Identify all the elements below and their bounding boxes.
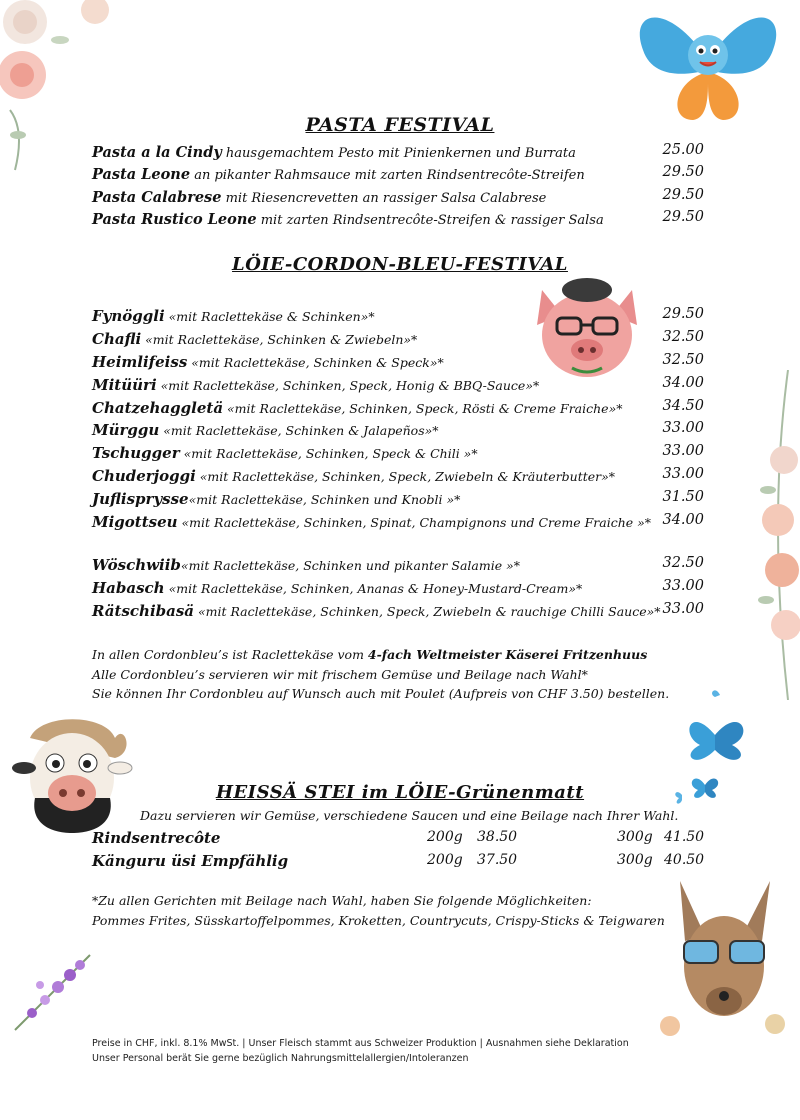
item-desc: mit Riesencrevetten an rassiger Salsa Calabrese [221, 191, 547, 206]
cordon-section-title: LÖIE-CORDON-BLEU-FESTIVAL [232, 254, 568, 275]
menu-item [92, 209, 704, 231]
sides-line-1: *Zu allen Gerichten mit Beilage nach Wahl, haben Sie folgende Möglichkeiten: [92, 893, 592, 908]
cow-character-icon [10, 708, 135, 838]
stone-section-title: HEISSÄ STEI im LÖIE-Grünenmatt [215, 782, 585, 803]
item-name: Heimlifeiss [92, 353, 188, 371]
menu-item [92, 443, 704, 465]
menu-item [92, 306, 704, 328]
weight-small: 200g [427, 829, 463, 845]
weight-small: 200g [427, 852, 463, 868]
menu-item [92, 466, 704, 488]
menu-item [92, 187, 704, 209]
item-desc: «mit Raclettekäse, Schinken, Ananas & Honey-Mustard-Cream»* [164, 581, 583, 596]
item-name: Pasta Leone [92, 166, 191, 183]
item-price: 29.50 [662, 187, 704, 203]
item-desc: «mit Raclettekäse, Schinken, Speck, Zwiebeln & rauchige Chilli Sauce»* [194, 604, 661, 619]
item-name: Rätschibasä [92, 602, 195, 620]
price-small: 37.50 [477, 852, 518, 868]
footer-line-2: Unser Personal berät Sie gerne bezüglich Nahrungsmittelallergien/Intoleranzen [92, 1053, 469, 1064]
item-name: Mürggu [92, 421, 160, 439]
item-desc: an pikanter Rahmsauce mit zarten Rindsentrecôte-Streifen [190, 168, 585, 183]
menu-item [92, 601, 704, 623]
item-name: Chatzehaggletä [92, 399, 224, 417]
item-name: Rindsentrecôte [92, 829, 221, 847]
menu-item [92, 352, 704, 374]
item-name: Tschugger [92, 444, 180, 462]
menu-item [92, 489, 704, 511]
item-price: 34.50 [662, 398, 704, 414]
price-large: 40.50 [664, 852, 705, 868]
item-name: Mitüüri [92, 376, 157, 394]
item-price: 25.00 [662, 142, 704, 158]
item-price: 32.50 [662, 352, 704, 368]
menu-item [92, 398, 704, 420]
item-price: 33.00 [662, 443, 704, 459]
price-small: 38.50 [477, 829, 518, 845]
lavender-decoration-icon [10, 945, 100, 1035]
footer [92, 1036, 629, 1066]
menu-item [92, 420, 704, 442]
item-name: Juflisprysse [92, 490, 189, 508]
item-desc: «mit Raclettekäse, Schinken & Zwiebeln»* [141, 332, 418, 347]
item-price: 29.50 [662, 306, 704, 322]
item-desc: hausgemachtem Pesto mit Pinienkernen und Burrata [221, 146, 576, 161]
cordon-note-1 [92, 645, 647, 665]
menu-item [92, 329, 704, 351]
menu-item [92, 578, 704, 600]
item-desc: «mit Raclettekäse, Schinken & Speck»* [187, 355, 444, 370]
item-price: 34.00 [662, 512, 704, 528]
item-desc: «mit Raclettekäse, Schinken, Speck, Zwiebeln & Kräuterbutter»* [195, 469, 616, 484]
item-desc: «mit Raclettekäse, Schinken und pikanter Salamie »* [180, 558, 520, 573]
item-price: 29.50 [662, 164, 704, 180]
item-name: Wöschwiib [92, 556, 181, 574]
stone-subtitle: Dazu servieren wir Gemüse, verschiedene Saucen und eine Beilage nach Ihrer Wahl. [140, 808, 679, 823]
cordon-note-2: Alle Cordonbleu’s servieren wir mit frischem Gemüse und Beilage nach Wahl* [92, 667, 588, 682]
item-name: Pasta a la Cindy [92, 144, 222, 161]
item-price: 33.00 [662, 466, 704, 482]
pasta-section-title: PASTA FESTIVAL [305, 114, 495, 136]
menu-item [92, 512, 704, 534]
item-price: 32.50 [662, 329, 704, 345]
item-desc: «mit Raclettekäse, Schinken, Speck, Honig & BBQ-Sauce»* [156, 378, 540, 393]
item-price: 33.00 [662, 578, 704, 594]
item-price: 34.00 [662, 375, 704, 391]
menu-item [92, 555, 704, 577]
note-bold-text: 4-fach Weltmeister Käserei Fritzenhuus [367, 647, 648, 662]
menu-item [92, 164, 704, 186]
item-name: Känguru üsi Empfählig [92, 852, 289, 870]
item-desc: «mit Raclettekäse, Schinken, Spinat, Champignons und Creme Fraiche »* [177, 515, 652, 530]
menu-item [92, 375, 704, 397]
item-name: Habasch [92, 579, 165, 597]
item-desc: «mit Raclettekäse, Schinken und Knobli »* [188, 492, 461, 507]
item-name: Chuderjoggi [92, 467, 196, 485]
menu-item [92, 142, 704, 164]
item-name: Fynöggli [92, 307, 165, 325]
item-name: Migottseu [92, 513, 178, 531]
item-name: Pasta Rustico Leone [92, 211, 257, 228]
item-price: 32.50 [662, 555, 704, 571]
item-desc: «mit Raclettekäse, Schinken, Speck & Chili »* [179, 446, 478, 461]
item-name: Pasta Calabrese [92, 189, 222, 206]
kangaroo-character-icon [650, 876, 795, 1036]
item-desc: mit zarten Rindsentrecôte-Streifen & rassiger Salsa [256, 213, 604, 228]
weight-large: 300g [617, 852, 653, 868]
item-price: 33.00 [662, 420, 704, 436]
item-desc: «mit Raclettekäse & Schinken»* [164, 309, 375, 324]
steak-item [92, 851, 704, 873]
item-desc: «mit Raclettekäse, Schinken & Jalapeños»* [159, 423, 439, 438]
item-name: Chafli [92, 330, 142, 348]
item-price: 29.50 [662, 209, 704, 225]
item-price: 33.00 [662, 601, 704, 617]
weight-large: 300g [617, 829, 653, 845]
note-text: In allen Cordonbleu’s ist Raclettekäse vom [92, 647, 368, 662]
footer-line-1: Preise in CHF, inkl. 8.1% MwSt. | Unser Fleisch stammt aus Schweizer Produktion | Ausnahmen siehe Deklaration [92, 1038, 629, 1049]
flower-decoration-icon [738, 370, 800, 700]
sides-line-2: Pommes Frites, Süsskartoffelpommes, Kroketten, Countrycuts, Crispy-Sticks & Teigwaren [92, 913, 665, 928]
price-large: 41.50 [664, 829, 705, 845]
cordon-note-3: Sie können Ihr Cordonbleu auf Wunsch auch mit Poulet (Aufpreis von CHF 3.50) bestellen. [92, 686, 670, 701]
steak-item [92, 828, 704, 850]
item-desc: «mit Raclettekäse, Schinken, Speck, Rösti & Creme Fraiche»* [223, 401, 623, 416]
item-price: 31.50 [662, 489, 704, 505]
